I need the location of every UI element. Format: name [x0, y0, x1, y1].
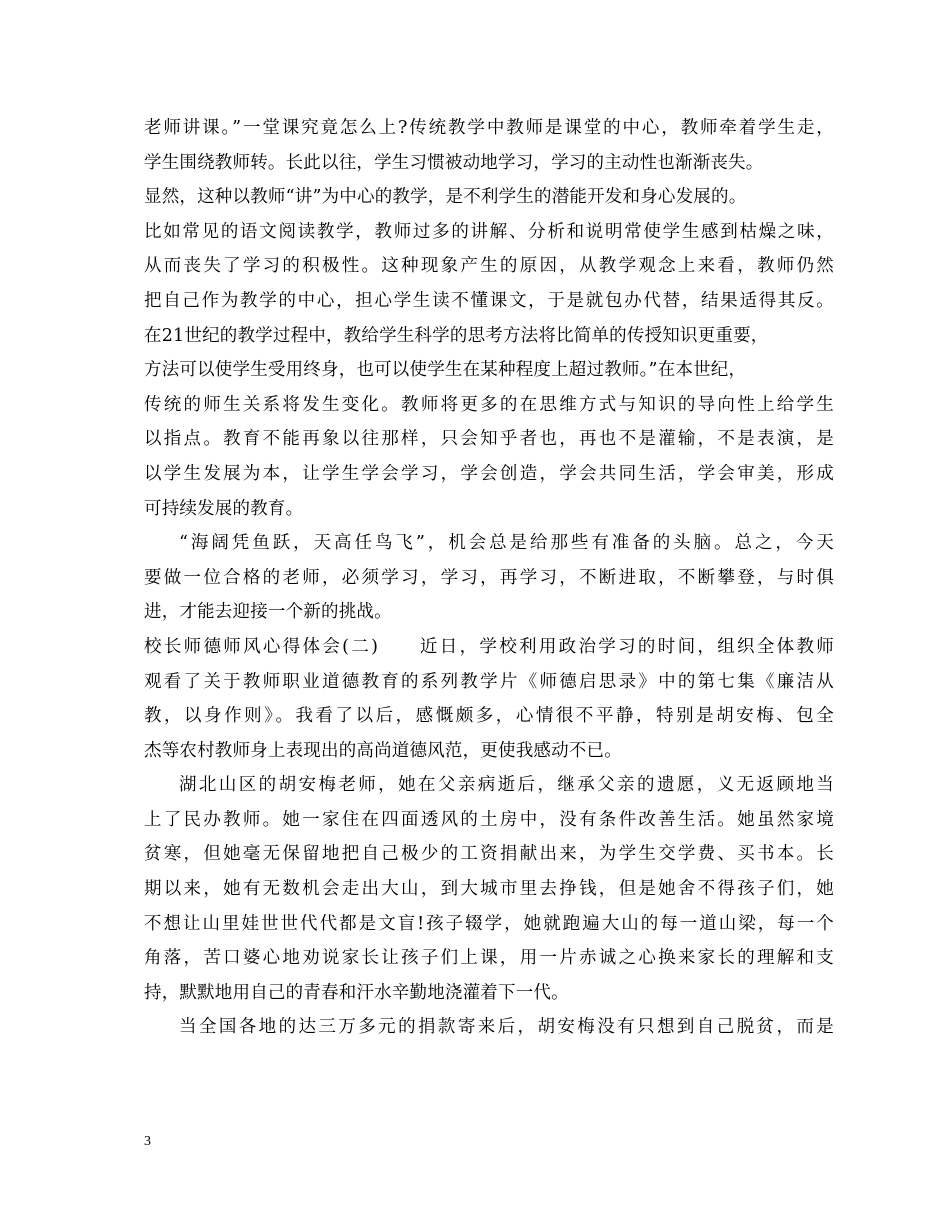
text-line: 不想让山里娃世世代代都是文盲!孩子辍学，她就跑遍大山的每一道山梁，每一个: [144, 913, 834, 934]
text-line: 学生围绕教师转。长此以往，学生习惯被动地学习，学习的主动性也渐渐丧失。: [144, 152, 764, 173]
text-line: 比如常见的语文阅读教学，教师过多的讲解、分析和说明常使学生感到枯燥之味，: [144, 221, 834, 242]
page-number: 3: [144, 1134, 151, 1149]
text-line: 在21世纪的教学过程中，教给学生科学的思考方法将比简单的传授知识更重要，: [144, 325, 769, 346]
text-line: “海阔凭鱼跃，天高任鸟飞”，机会总是给那些有准备的头脑。总之，今天: [179, 533, 834, 554]
text-line: 角落，苦口婆心地劝说家长让孩子们上课，用一片赤诚之心换来家长的理解和支: [144, 948, 834, 969]
text-line: 观看了关于教师职业道德教育的系列教学片《师德启思录》中的第七集《廉洁从: [144, 671, 834, 692]
text-line: 上了民办教师。她一家住在四面透风的土房中，没有条件改善生活。她虽然家境: [144, 809, 834, 830]
text-line: 把自己作为教学的中心，担心学生读不懂课文，于是就包办代替，结果适得其反。: [144, 290, 834, 311]
text-line: 持，默默地用自己的青春和汗水辛勤地浇灌着下一代。: [144, 982, 569, 1003]
document-body: [144, 111, 834, 1045]
text-line: 可持续发展的教育。: [144, 498, 304, 519]
text-line: 显然，这种以教师“讲”为中心的教学，是不利学生的潜能开发和身心发展的。: [144, 187, 747, 208]
text-line: 杰等农村教师身上表现出的高尚道德风范，更使我感动不已。: [144, 740, 622, 761]
text-line: 以指点。教育不能再象以往那样，只会知乎者也，再也不是灌输，不是表演，是: [144, 429, 834, 450]
text-line: 进，才能去迎接一个新的挑战。: [144, 602, 392, 623]
text-line: 贫寒，但她毫无保留地把自己极少的工资捐献出来，为学生交学费、买书本。长: [144, 844, 834, 865]
text-line: 教，以身作则》。我看了以后，感慨颇多，心情很不平静，特别是胡安梅、包全: [144, 706, 834, 727]
text-line: 从而丧失了学习的积极性。这种现象产生的原因，从教学观念上来看，教师仍然: [144, 256, 834, 277]
text-line: 湖北山区的胡安梅老师，她在父亲病逝后，继承父亲的遗愿，义无返顾地当: [179, 775, 834, 796]
text-line: 以学生发展为本，让学生学会学习，学会创造，学会共同生活，学会审美，形成: [144, 463, 834, 484]
text-line: 期以来，她有无数机会走出大山，到大城市里去挣钱，但是她舍不得孩子们，她: [144, 879, 834, 900]
text-line: 当全国各地的达三万多元的捐款寄来后，胡安梅没有只想到自己脱贫，而是: [179, 1017, 834, 1038]
text-line: 方法可以使学生受用终身，也可以使学生在某种程度上超过教师。”在本世纪，: [144, 360, 747, 381]
text-line: 老师讲课。”一堂课究竟怎么上?传统教学中教师是课堂的中心，教师牵着学生走，: [144, 118, 834, 138]
text-line: 校长师德师风心得体会(二) 近日，学校利用政治学习的时间，组织全体教师: [144, 636, 834, 657]
text-line: 要做一位合格的老师，必须学习，学习，再学习，不断进取，不断攀登，与时俱: [144, 567, 834, 588]
text-line: 传统的师生关系将发生变化。教师将更多的在思维方式与知识的导向性上给学生: [144, 394, 834, 415]
